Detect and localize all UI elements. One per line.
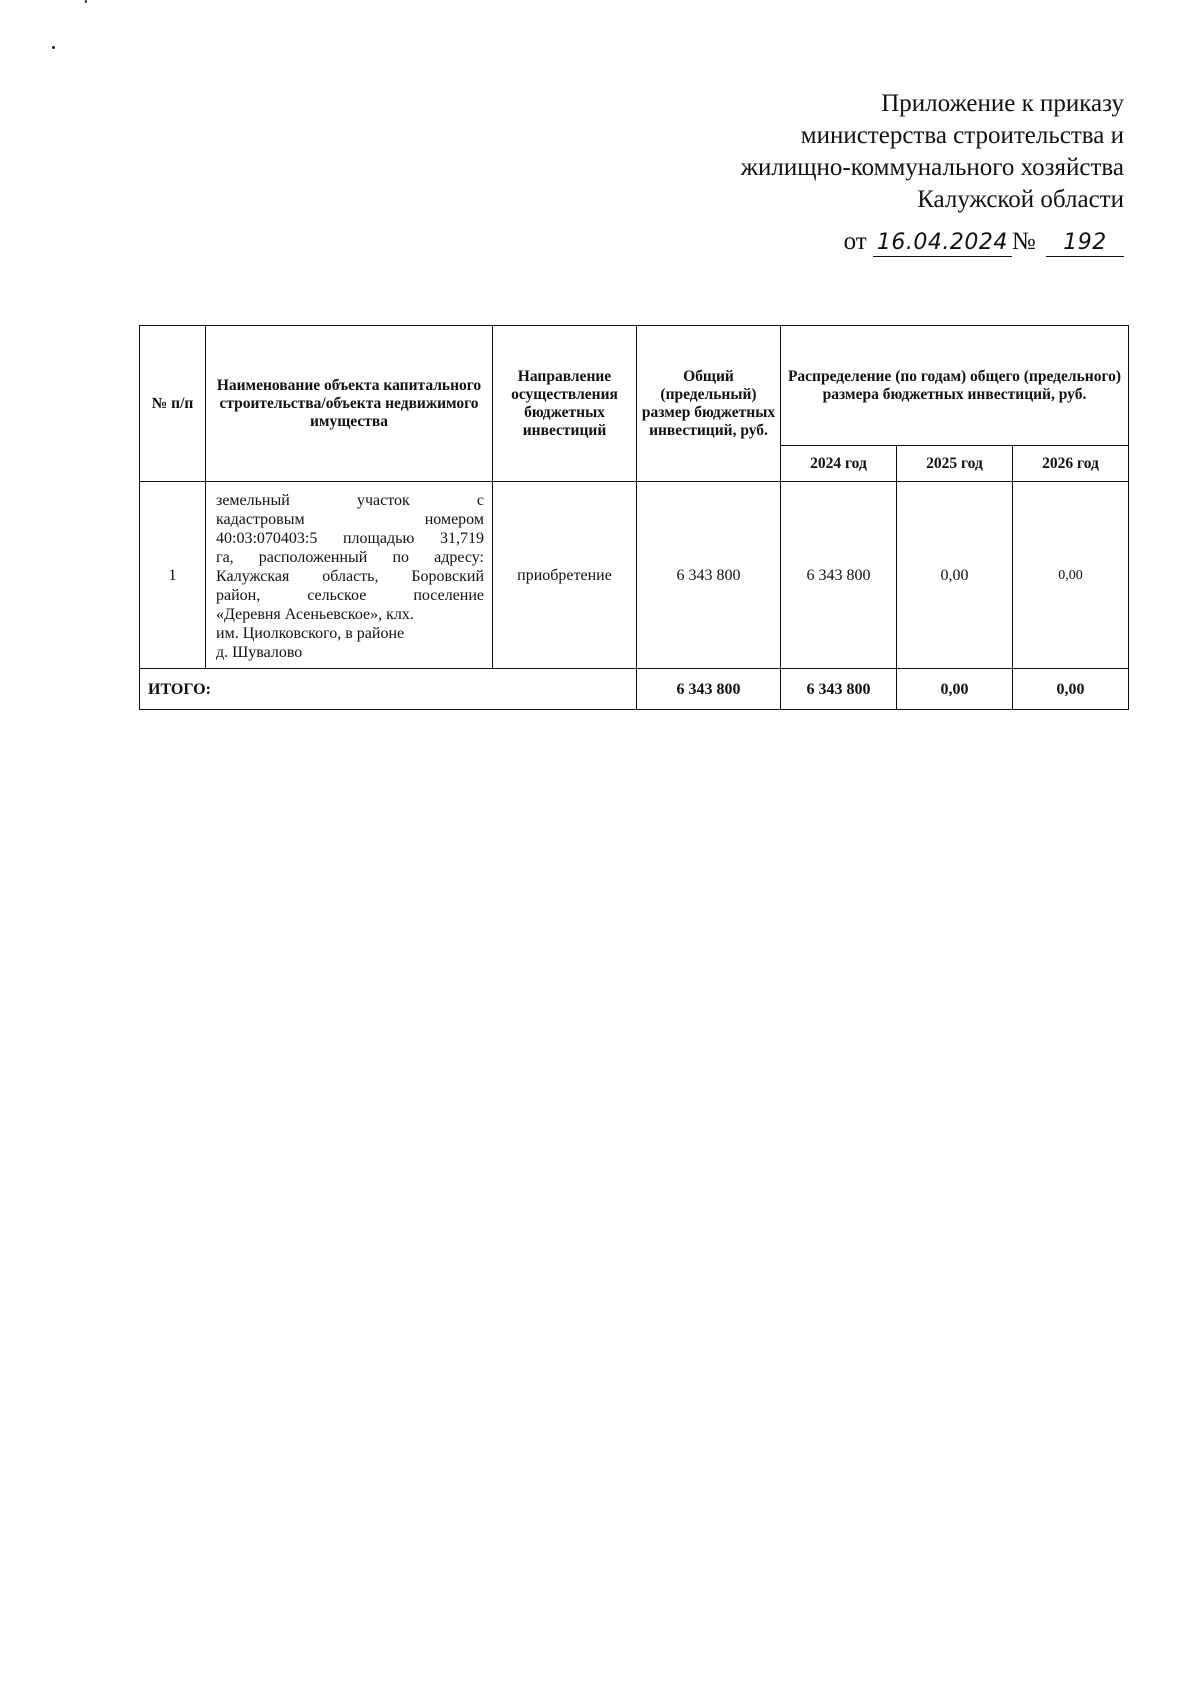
header-num: № п/п (140, 326, 206, 482)
row-object-name-line: район, сельское поселение (216, 586, 484, 604)
handwritten-date: 16.04.2024 (873, 230, 1012, 257)
handwritten-order-number: 192 (1046, 230, 1124, 257)
scan-speck (85, 0, 87, 3)
row-object-name-line: д. Шувалово (216, 643, 303, 661)
row-object-name-line: Калужская область, Боровский (216, 567, 484, 585)
row-object-name (206, 482, 493, 669)
total-label: ИТОГО: (140, 669, 637, 710)
header-year-2024: 2024 год (781, 446, 897, 482)
header-line-3: жилищно-коммунального хозяйства (740, 154, 1124, 181)
row-object-name-line: га, расположенный по адресу: (216, 548, 484, 566)
number-sign: № (1011, 228, 1036, 255)
table-total-row (140, 669, 1129, 710)
budget-investments-table (139, 325, 1129, 710)
total-amount: 6 343 800 (637, 669, 781, 710)
header-line-2: министерства строительства и (800, 122, 1124, 149)
date-prefix: от (843, 228, 867, 255)
annex-header (741, 88, 1124, 216)
scan-speck (52, 46, 55, 49)
table-header-row (140, 326, 1129, 446)
order-date-line (844, 226, 1124, 258)
row-object-name-line: кадастровым номером (216, 510, 484, 528)
header-distribution: Распределение (по годам) общего (предельного) размера бюджетных инвестиций, руб. (781, 326, 1129, 446)
row-total-amount: 6 343 800 (637, 482, 781, 669)
header-object-name: Наименование объекта капитального строительства/объекта недвижимого имущества (206, 326, 493, 482)
row-direction: приобретение (493, 482, 637, 669)
total-year-2025: 0,00 (897, 669, 1013, 710)
header-year-2026: 2026 год (1013, 446, 1129, 482)
row-year-2024-amount: 6 343 800 (781, 482, 897, 669)
row-object-name-line: земельный участок с (216, 491, 484, 509)
header-year-2025: 2025 год (897, 446, 1013, 482)
header-total-amount: Общий (предельный) размер бюджетных инвестиций, руб. (637, 326, 781, 482)
total-year-2026: 0,00 (1013, 669, 1129, 710)
row-year-2025-amount: 0,00 (897, 482, 1013, 669)
row-object-name-line: им. Циолковского, в районе (216, 624, 405, 642)
row-object-name-line: 40:03:070403:5 площадью 31,719 (216, 529, 484, 547)
row-object-name-line: «Деревня Асеньевское», клх. (216, 605, 414, 623)
header-direction: Направление осуществления бюджетных инвестиций (493, 326, 637, 482)
header-line-4: Калужской области (917, 186, 1124, 213)
row-number: 1 (140, 482, 206, 669)
header-line-1: Приложение к приказу (881, 90, 1124, 117)
total-year-2024: 6 343 800 (781, 669, 897, 710)
row-year-2026-amount: 0,00 (1013, 482, 1129, 669)
table-row (140, 482, 1129, 669)
